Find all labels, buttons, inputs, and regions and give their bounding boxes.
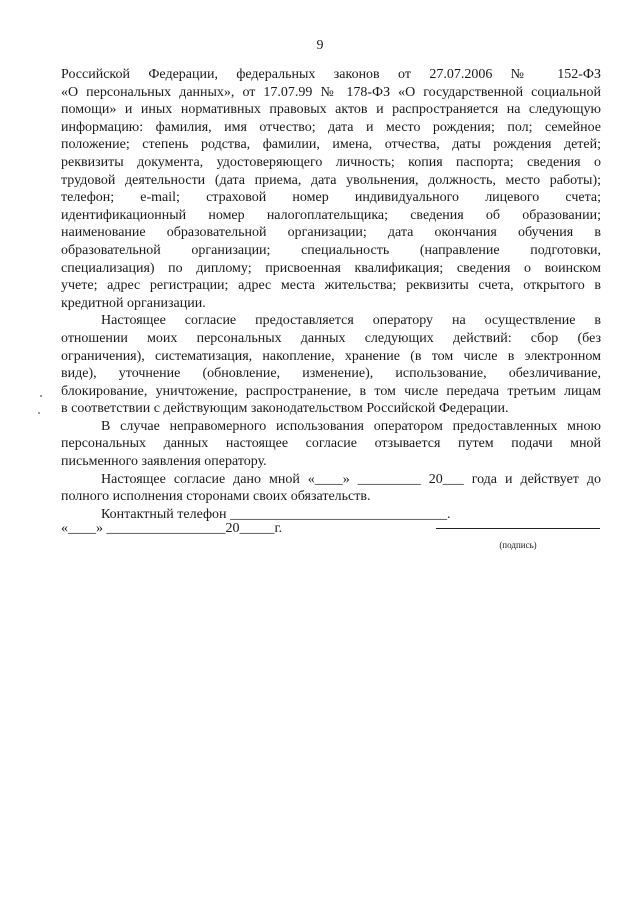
text-line: виде), уточнение (обновление, изменение), использование, обезличивание, (61, 366, 601, 382)
date-line: «____» _________________20_____г. (61, 521, 283, 536)
text-line: наименование образовательной организации; дата окончания обучения в (61, 225, 601, 241)
text-line: телефон; e-mail; страховой номер индивидуального лицевого счета; (61, 190, 601, 206)
text-line: помощи» и иных нормативных правовых актов и распространяется на следующую (61, 102, 601, 118)
text-line: блокирование, уничтожение, распространение, в том числе передача третьим лицам (61, 383, 601, 399)
text-line: Российской Федерации, федеральных законов от 27.07.2006 № 152-ФЗ (61, 67, 601, 82)
text-line: специализация) по диплому; присвоенная квалификация; сведения о воинском (61, 260, 601, 276)
scan-speck (38, 412, 40, 414)
text-line: ограничения), систематизация, накопление, хранение (в том числе в электронном (61, 348, 601, 364)
text-line: информацию: фамилия, имя отчество; дата и место рождения; пол; семейное (61, 119, 601, 135)
text-line: персональных данных настоящее согласие отзывается путем подачи мной (61, 436, 601, 452)
text-line: «О персональных данных», от 17.07.99 № 178-ФЗ «О государственной социальной (61, 84, 601, 100)
signature-line (436, 528, 600, 529)
text-line: трудовой деятельности (дата приема, дата увольнения, должность, место работы); (61, 172, 601, 188)
text-line: полного исполнения сторонами своих обязательств. (61, 489, 371, 505)
page-number: 9 (316, 38, 324, 53)
text-line: идентификационный номер налогоплательщика; сведения об образовании; (61, 207, 601, 223)
text-line: положение; степень родства, фамилии, имена, отчества, даты рождения детей; (61, 137, 601, 153)
text-line: образовательной организации; специальность (направление подготовки, (61, 242, 601, 258)
text-line: кредитной организации. (61, 295, 206, 311)
text-line: В случае неправомерного использования оператором предоставленных мною (101, 418, 601, 434)
text-line: Настоящее согласие дано мной «____» _________ 20___ года и действует до (101, 471, 601, 487)
scan-speck (40, 395, 42, 397)
consent-body-text (61, 66, 601, 523)
contact-phone-line: Контактный телефон _______________________________. (101, 506, 451, 522)
text-line: Настоящее согласие предоставляется оператору на осуществление в (101, 313, 601, 329)
text-line: в соответствии с действующим законодательством Российской Федерации. (61, 401, 509, 417)
text-line: реквизиты документа, удостоверяющего личность; копия паспорта; сведения о (61, 154, 601, 170)
text-line: учете; адрес регистрации; адрес места жительства; реквизиты счета, открытого в (61, 278, 601, 294)
signature-label: (подпись) (499, 540, 537, 550)
text-line: отношении моих персональных данных следующих действий: сбор (без (61, 330, 601, 346)
text-line: письменного заявления оператору. (61, 454, 267, 470)
